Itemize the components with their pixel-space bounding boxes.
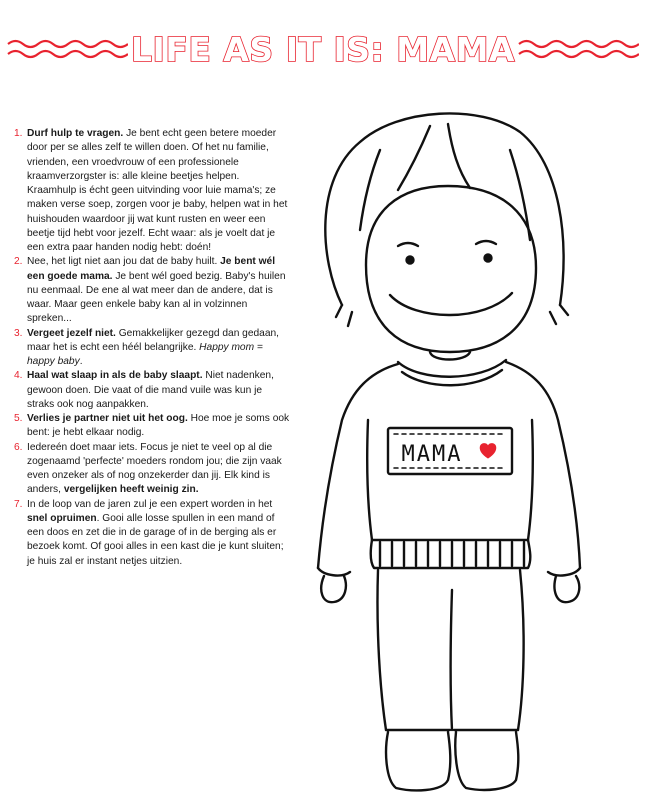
tip-item — [14, 441, 290, 498]
tip-text: Iedereén doet maar iets. Focus je niet te veel op al die zogenaamd 'perfecte' moeders rondom jou; die zijn vaak even onzeker als of nog onzekerder dan jij. Elk kind is anders, — [27, 441, 282, 496]
tip-text: Haal wat slaap in als de baby slaapt. — [27, 370, 203, 382]
sweater-collar — [398, 360, 506, 385]
tip-text: vergelijken heeft weinig zin. — [63, 484, 199, 496]
pants — [377, 570, 523, 730]
left-eye — [407, 257, 414, 264]
mama-illustration — [280, 90, 620, 795]
tip-text: . — [79, 356, 83, 367]
right-eye — [485, 255, 492, 262]
heart-icon — [480, 444, 496, 458]
tip-text: Gemakkelijker gezegd dan gedaan, maar het is echt een héél belangrijke. — [27, 327, 280, 353]
sweater-label: MAMA — [401, 442, 463, 467]
page-header — [0, 22, 646, 78]
tip-number: 4. — [14, 370, 23, 382]
left-shoe — [386, 732, 450, 790]
wave-decoration-right-icon — [517, 38, 639, 60]
tip-text: Hoe moe je soms ook bent: je hebt elkaar nodig. — [27, 413, 290, 439]
tip-text: Niet nadenken, gewoon doen. Die vaat of die mand vuile was kun je straks ook nog aanpakken. — [27, 370, 274, 410]
tip-number: 7. — [14, 498, 23, 510]
tip-number: 6. — [14, 441, 23, 453]
tip-text: Je bent echt geen betere moeder door per se alles zelf te willen doen. Of het nu familie, vrienden, een vroedvrouw of een professionele kraamverzorgster is: alle kleine beetjes helpen. Kraamhulp is écht geen uitvinding voor luie mama's; ze maken verse soep, zorgen voor je baby, helpen wat in het huishouden waardoor jij wat kunt rusten en weer een beetje tijd hebt voor jezelf. Echt waar: als je voelt dat je een extra paar handen nodig hebt: doén! — [27, 128, 288, 253]
tip-item — [14, 412, 290, 441]
tip-item — [14, 255, 290, 326]
tip-number: 2. — [14, 256, 23, 268]
right-shoe — [455, 732, 518, 790]
tip-item — [14, 127, 290, 255]
tip-number: 3. — [14, 327, 23, 339]
tip-text: Je bent wél een goede mama. — [27, 256, 276, 282]
tip-text: Vergeet jezelf niet. — [27, 327, 116, 339]
tip-number: 1. — [14, 128, 23, 139]
face — [366, 186, 536, 352]
hair — [325, 113, 563, 305]
tip-text: . Gooi alle losse spullen in een mand of een doos en zet die in de garage of in de berging als er bezoek komt. Of gooi alles in een kast die je kunt sluiten; je huis zal er instant netjes uitzien. — [27, 512, 284, 567]
tip-text: In de loop van de jaren zul je een expert worden in het — [27, 498, 273, 510]
wave-decoration-left-icon — [6, 38, 128, 60]
tip-number: 5. — [14, 413, 23, 424]
tip-text: Happy mom = happy baby — [27, 341, 263, 367]
tip-text: snel opruimen — [27, 512, 97, 524]
tip-item — [14, 498, 290, 569]
smile — [390, 293, 512, 315]
tip-text: Verlies je partner niet uit het oog. — [27, 413, 188, 424]
tips-list — [14, 127, 290, 569]
page-title: LIFE AS IT IS: MAMA — [131, 30, 515, 69]
tip-item — [14, 369, 290, 412]
tip-text: Je bent wél goed bezig. Baby's huilen nu eenmaal. De ene al wat meer dan de andere, dat is waar. Maar geen enkele baby kan al in volzinnen spreken... — [27, 270, 286, 325]
tip-item — [14, 327, 290, 370]
tip-text: Nee, het ligt niet aan jou dat de baby huilt. — [27, 256, 221, 268]
tip-text: Durf hulp te vragen. — [27, 128, 124, 139]
